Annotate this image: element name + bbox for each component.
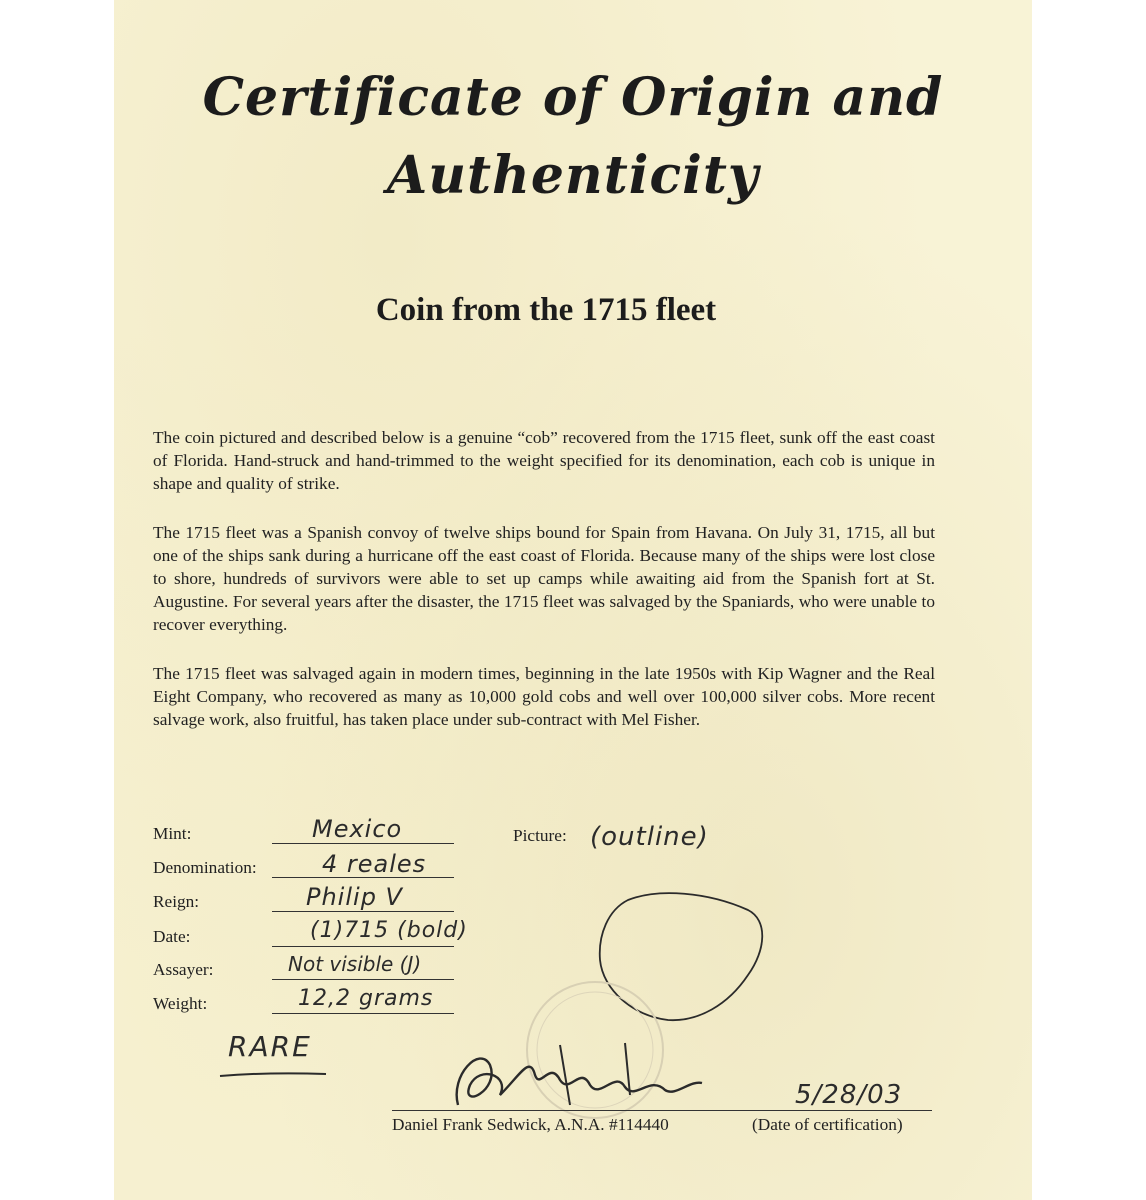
reign-line: [272, 911, 454, 912]
paragraph-salvage: The 1715 fleet was salvaged again in modern times, beginning in the late 1950s with Kip Wagner and the Real Eight Company, who recovered as many as 10,000 gold cobs and well over 100,000 silver cobs. More recent salvage work, also fruitful, has taken place under sub-contract with Mel Fisher.: [153, 664, 935, 729]
denomination-label: Denomination:: [153, 858, 257, 877]
reign-value: Philip V: [306, 883, 403, 911]
certificate-subtitle: Coin from the 1715 fleet: [375, 292, 717, 328]
picture-note: (outline): [590, 822, 709, 852]
paragraph-intro: The coin pictured and described below is a genuine “cob” recovered from the 1715 fleet, sunk off the east coast of Florida. Hand-struck and hand-trimmed to the weight specified for its denomination, each cob is unique in shape and quality of strike.: [153, 428, 935, 493]
date-value: (1)715 (bold): [310, 918, 468, 943]
signature: [440, 1035, 720, 1115]
rare-underline: [218, 1068, 338, 1082]
paragraph-history: The 1715 fleet was a Spanish convoy of twelve ships bound for Spain from Havana. On July 31, 1715, all but one of the ships sank during a hurricane off the east coast of Florida. Because many of the ships were lost close to shore, hundreds of survivors were able to set up camps while awaiting aid from the Spanish fort at St. Augustine. For several years after the disaster, the 1715 fleet was salvaged by the Spaniards, who were unable to recover everything.: [153, 523, 935, 634]
denomination-value: 4 reales: [322, 850, 427, 878]
assayer-line: [272, 979, 454, 980]
signature-line: [392, 1110, 932, 1111]
certificate-title-line2: Authenticity: [386, 145, 760, 206]
rare-note: RARE: [228, 1030, 312, 1063]
mint-value: Mexico: [312, 815, 403, 843]
weight-label: Weight:: [153, 994, 208, 1013]
date-of-certification-label: (Date of certification): [752, 1115, 903, 1134]
mint-line: [272, 843, 454, 844]
certification-date: 5/28/03: [795, 1080, 903, 1110]
mint-label: Mint:: [153, 824, 192, 843]
date-label: Date:: [153, 927, 191, 946]
date-line: [272, 946, 454, 947]
assayer-value: Not visible (J): [288, 952, 422, 976]
signer-name: Daniel Frank Sedwick, A.N.A. #114440: [392, 1115, 669, 1134]
reign-label: Reign:: [153, 892, 200, 911]
assayer-label: Assayer:: [153, 960, 214, 979]
weight-line: [272, 1013, 454, 1014]
picture-label: Picture:: [513, 826, 567, 845]
certificate-title-line1: Certificate of Origin and: [202, 67, 944, 128]
weight-value: 12,2 grams: [298, 986, 434, 1011]
